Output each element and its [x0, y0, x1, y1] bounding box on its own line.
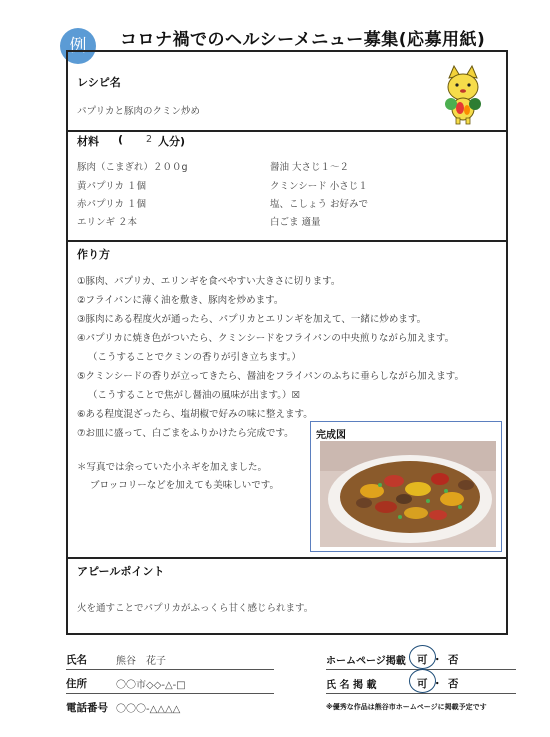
example-badge: 例: [60, 28, 96, 64]
ingredient-left: 黄パプリカ １個: [77, 181, 147, 192]
ingredient-right: クミンシード 小さじ１: [270, 181, 368, 192]
photo-label: 完成図: [316, 430, 346, 441]
name-publish-separator: ・: [432, 678, 443, 690]
finished-dish-photo: [320, 441, 496, 547]
homepage-no[interactable]: 否: [448, 654, 459, 666]
method-step: ④パプリカに焼き色がついたら、クミンシードをフライパンの中央煎りながら加えます。: [77, 333, 455, 344]
method-step: ⑥ある程度混ざったら、塩胡椒で好みの味に整えます。: [77, 409, 313, 420]
homepage-yes[interactable]: 可: [417, 654, 428, 666]
ingredient-right: 塩、こしょう お好みで: [270, 199, 369, 210]
method-note: ＊写真では余っていた小ネギを加えました。: [77, 462, 268, 473]
recipe-name-value: パプリカと豚肉のクミン炒め: [77, 106, 201, 117]
method-step-note: （こうすることでクミンの香りが引き立ちます。）: [88, 352, 301, 363]
method-step-note: （こうすることで焦がし醤油の風味が出ます。）☒: [88, 390, 301, 401]
address-underline: [66, 693, 274, 694]
ingredient-left: 豚肉（こまぎれ）２００g: [77, 162, 188, 173]
method-step: ①豚肉、パプリカ、エリンギを食べやすい大きさに切ります。: [77, 276, 341, 287]
form-title: コロナ禍でのヘルシーメニュー募集(応募用紙): [120, 30, 486, 50]
name-value: 熊谷 花子: [116, 656, 166, 667]
method-step: ②フライパンに薄く油を敷き、豚肉を炒めます。: [77, 295, 284, 306]
serving-unit: 人分): [158, 135, 186, 148]
method-note: ブロッコリーなどを加えても美味しいです。: [90, 480, 280, 491]
address-value: 〇〇市◇◇-△-□: [116, 680, 186, 691]
phone-label: 電話番号: [66, 702, 108, 714]
ingredient-left: エリンギ ２本: [77, 217, 138, 228]
section-divider: [66, 240, 508, 242]
publication-footnote: ※優秀な作品は熊谷市ホームページに掲載予定です: [326, 703, 487, 711]
appeal-text: 火を通すことでパプリカがふっくら甘く感じられます。: [77, 603, 314, 614]
homepage-publish-label: ホームページ掲載: [326, 656, 406, 667]
phone-value: 〇〇〇-△△△△: [116, 704, 181, 715]
name-publish-label: 氏 名 掲 載: [326, 680, 377, 691]
recipe-name-label: レシピ名: [77, 76, 121, 89]
name-publish-yes[interactable]: 可: [417, 678, 428, 690]
address-label: 住所: [66, 678, 87, 690]
serving-open: (: [118, 133, 124, 146]
appeal-label: アピールポイント: [77, 565, 165, 578]
mascot-illustration: [436, 64, 490, 126]
method-label: 作り方: [77, 248, 110, 261]
ingredients-label: 材料: [77, 135, 99, 148]
homepage-separator: ・: [432, 654, 443, 666]
name-label: 氏名: [66, 654, 87, 666]
name-underline: [66, 669, 274, 670]
name-publish-underline: [326, 693, 516, 694]
method-step: ⑤クミンシードの香りが立ってきたら、醤油をフライパンのふちに垂らしながら加えます。: [77, 371, 465, 382]
method-step: ⑦お皿に盛って、白ごまをふりかけたら完成です。: [77, 428, 294, 439]
name-publish-no[interactable]: 否: [448, 678, 459, 690]
section-divider: [66, 557, 508, 559]
ingredient-right: 醤油 大さじ１～２: [270, 162, 350, 173]
serving-count: 2: [146, 134, 153, 145]
method-step: ③豚肉にある程度火が通ったら、パプリカとエリンギを加えて、一緒に炒めます。: [77, 314, 427, 325]
ingredient-left: 赤パプリカ １個: [77, 199, 147, 210]
section-divider: [66, 130, 508, 132]
ingredient-right: 白ごま 適量: [270, 217, 321, 228]
